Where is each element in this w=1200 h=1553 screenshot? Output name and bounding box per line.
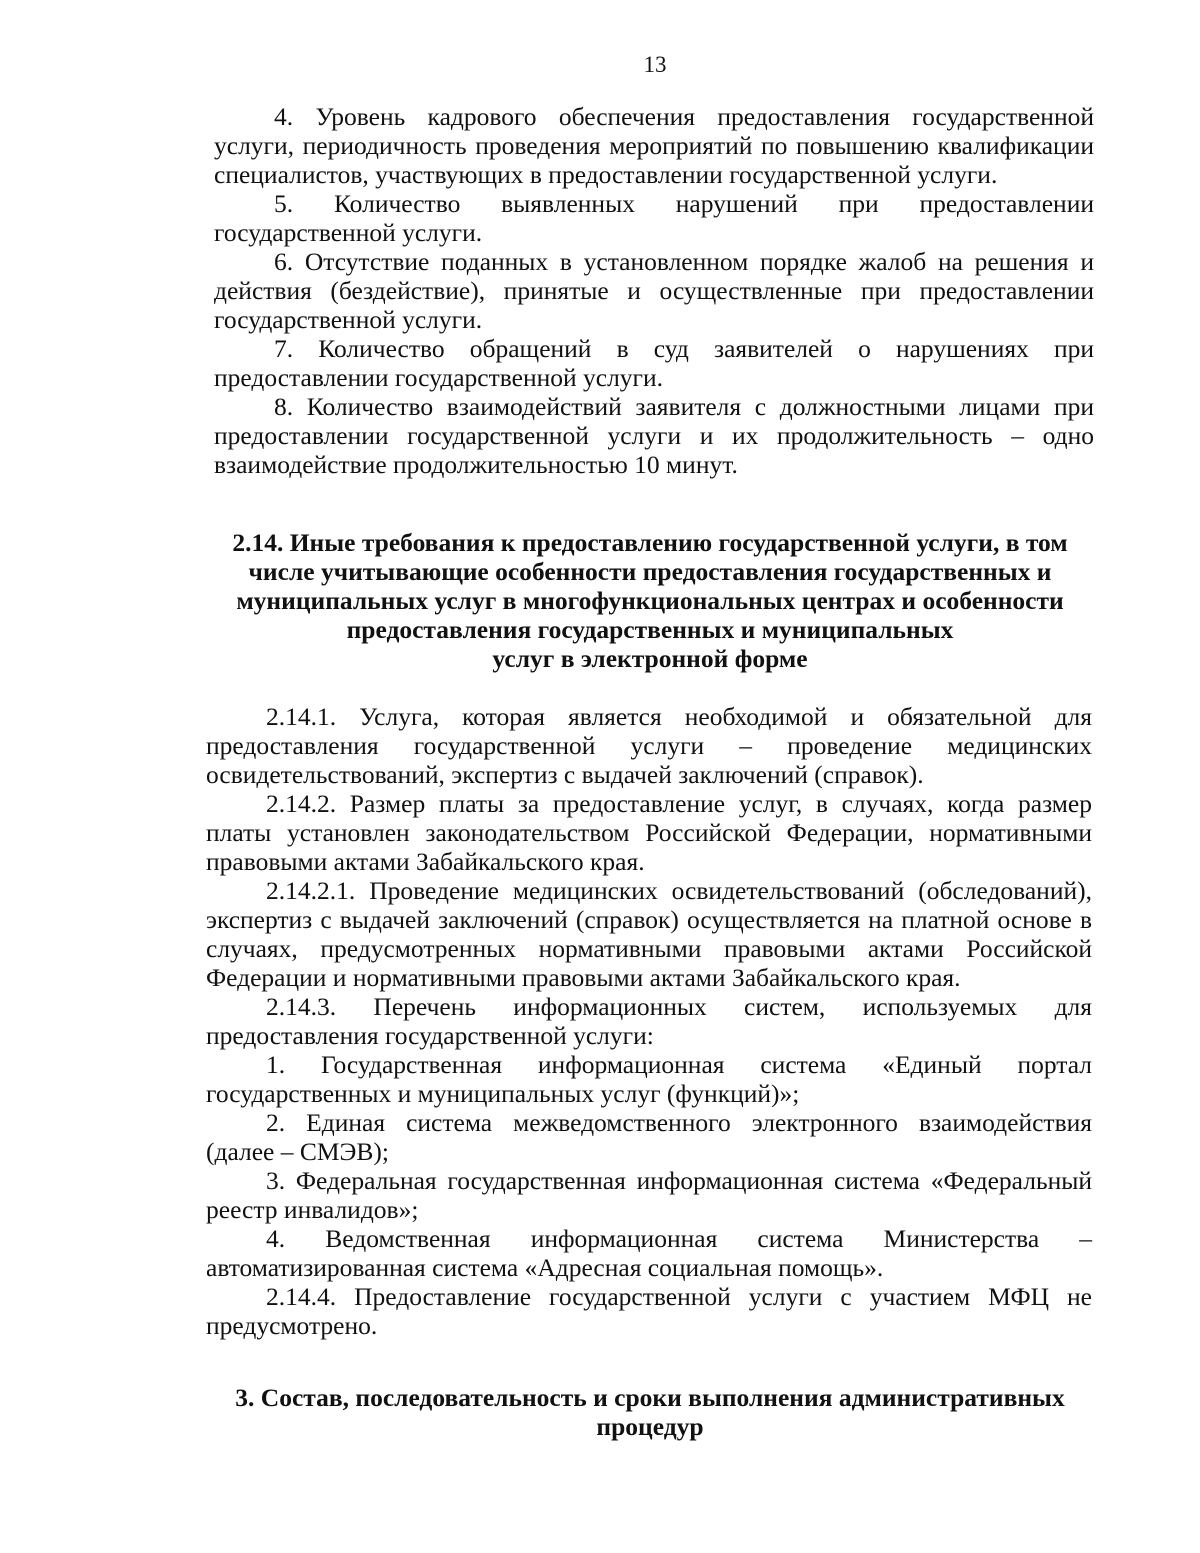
list-item: 5. Количество выявленных нарушений при предоставлении государственной услуги. [214, 189, 1094, 247]
paragraph: 3. Федеральная государственная информационная система «Федеральный реестр инвалидов»; [206, 1166, 1092, 1224]
list-item: 8. Количество взаимодействий заявителя с должностными лицами при предоставлении государственной услуги и их продолжительность – одно взаимодействие продолжительностью 10 минут. [214, 392, 1094, 479]
paragraph: 4. Ведомственная информационная система Министерства – автоматизированная система «Адресная социальная помощь». [206, 1224, 1092, 1282]
paragraph: 1. Государственная информационная система «Единый портал государственных и муниципальных услуг (функций)»; [206, 1050, 1092, 1108]
list-item: 4. Уровень кадрового обеспечения предоставления государственной услуги, периодичность проведения мероприятий по повышению квалификации специалистов, участвующих в предоставлении государственной услуги. [214, 102, 1094, 189]
paragraph: 2. Единая система межведомственного электронного взаимодействия (далее – СМЭВ); [206, 1108, 1092, 1166]
heading-line: услуг в электронной форме [492, 644, 808, 673]
page-number: 13 [643, 52, 667, 77]
list-item: 7. Количество обращений в суд заявителей о нарушениях при предоставлении государственной услуги. [214, 334, 1094, 392]
heading-line: числе учитывающие особенности предоставления государственных и [248, 557, 1052, 586]
paragraph: 2.14.3. Перечень информационных систем, используемых для предоставления государственной услуги: [206, 992, 1092, 1050]
paragraph: 2.14.4. Предоставление государственной услуги с участием МФЦ не предусмотрено. [206, 1282, 1092, 1340]
paragraph: 2.14.2.1. Проведение медицинских освидетельствований (обследований), экспертиз с выдачей заключений (справок) осуществляется на платной основе в случаях, предусмотренных нормативными правовыми актами Российской Федерации и нормативными правовыми актами Забайкальского края. [206, 876, 1092, 992]
heading-line: процедур [596, 1412, 704, 1441]
list-item: 6. Отсутствие поданных в установленном порядке жалоб на решения и действия (бездействие), принятые и осуществленные при предоставлении государственной услуги. [214, 247, 1094, 334]
section-heading-3 [200, 1383, 1100, 1441]
quality-indicators-list [214, 102, 1094, 479]
section-heading-2-14 [200, 528, 1100, 673]
heading-line: 2.14. Иные требования к предоставлению государственной услуги, в том [232, 528, 1068, 557]
heading-line: 3. Состав, последовательность и сроки выполнения административных [235, 1383, 1065, 1412]
section-2-14-body [206, 702, 1092, 1340]
paragraph: 2.14.1. Услуга, которая является необходимой и обязательной для предоставления государственной услуги – проведение медицинских освидетельствований, экспертиз с выдачей заключений (справок). [206, 702, 1092, 789]
paragraph: 2.14.2. Размер платы за предоставление услуг, в случаях, когда размер платы установлен законодательством Российской Федерации, нормативными правовыми актами Забайкальского края. [206, 789, 1092, 876]
heading-line: муниципальных услуг в многофункциональных центрах и особенности [236, 586, 1064, 615]
heading-line: предоставления государственных и муниципальных [346, 615, 954, 644]
